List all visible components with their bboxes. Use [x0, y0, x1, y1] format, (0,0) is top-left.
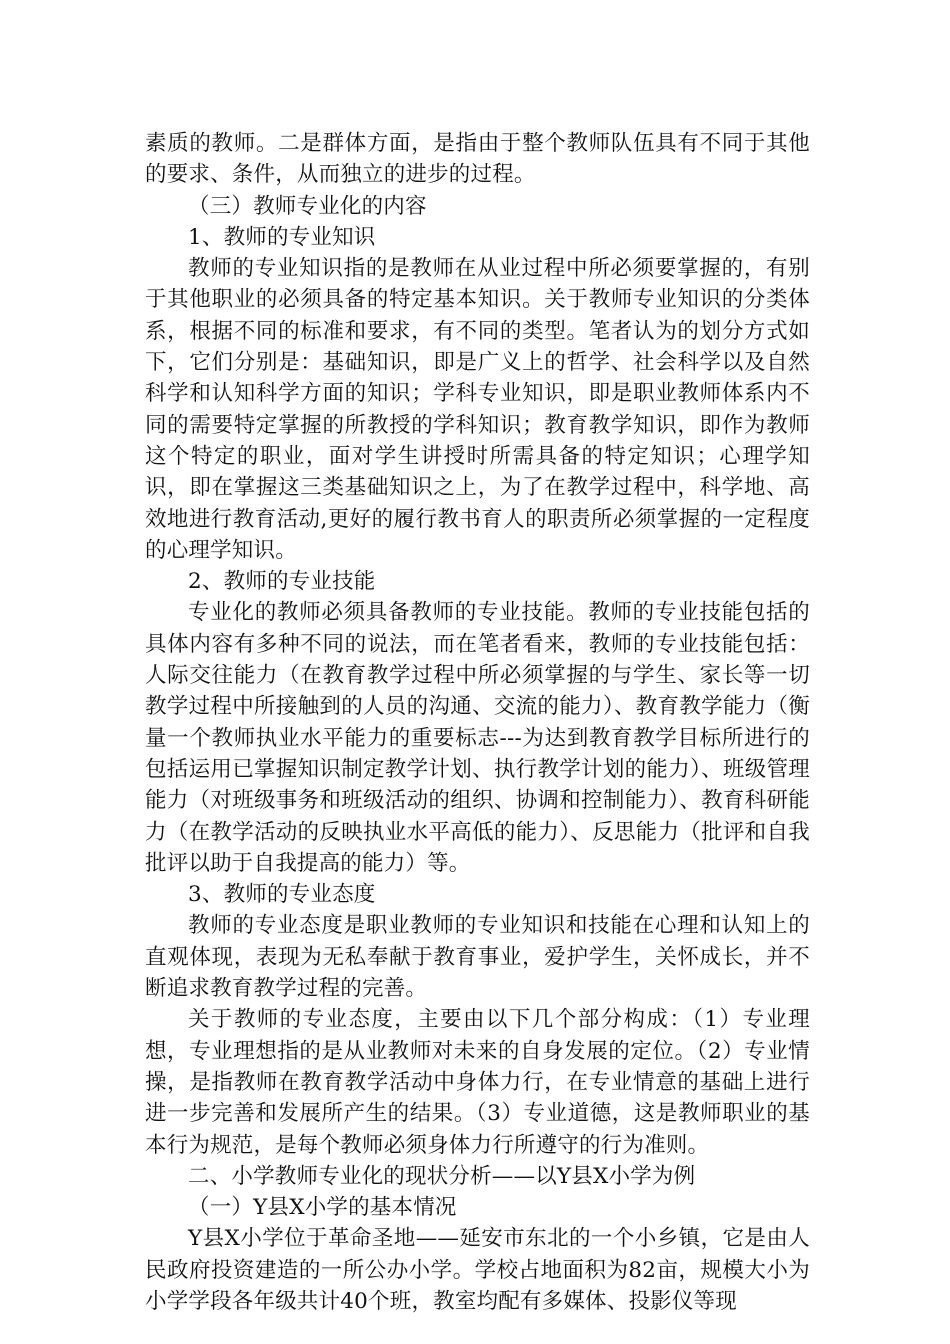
- section-heading-teacher-professionalization-content: （三）教师专业化的内容: [188, 193, 427, 219]
- paragraph-school-description: Y县X小学位于革命圣地——延安市东北的一个小乡镇，它是由人民政府投资建造的一所公办小学。学校占地面积为82亩，规模大小为小学学段各年级共计40个班，教室均配有多媒体、投影仪等现: [145, 1226, 810, 1314]
- section-heading-status-analysis: 二、小学教师专业化的现状分析——以Y县X小学为例: [188, 1163, 696, 1189]
- paragraph-professional-skills: 专业化的教师必须具备教师的专业技能。教师的专业技能包括的具体内容有多种不同的说法，而在笔者看来，教师的专业技能包括：人际交往能力（在教育教学过程中所必须掌握的与学生、家长等一切教学过程中所接触到的人员的沟通、交流的能力）、教育教学能力（衡量一个教师执业水平能力的重要标志---为达到教育教学目标所进行的包括运用已掌握知识制定教学计划、执行教学计划的能力）、班级管理能力（对班级事务和班级活动的组织、协调和控制能力）、教育科研能力（在教学活动的反映执业水平高低的能力）、反思能力（批评和自我批评以助于自我提高的能力）等。: [145, 600, 810, 876]
- document-body: [145, 128, 810, 1317]
- subheading-professional-attitude: 3、教师的专业态度: [188, 882, 376, 908]
- paragraph-attitude-components: 关于教师的专业态度，主要由以下几个部分构成：（1）专业理想，专业理想指的是从业教师对未来的自身发展的定位。（2）专业情操，是指教师在教育教学活动中身体力行，在专业情意的基础上进行进一步完善和发展所产生的结果。（3）专业道德，这是教师职业的基本行为规范，是每个教师必须身体力行所遵守的行为准则。: [145, 1007, 810, 1158]
- paragraph-professional-attitude: 教师的专业态度是职业教师的专业知识和技能在心理和认知上的直观体现，表现为无私奉献于教育事业，爱护学生，关怀成长，并不断追求教育教学过程的完善。: [145, 913, 810, 1002]
- subheading-school-basic-info: （一）Y县X小学的基本情况: [188, 1195, 457, 1221]
- subheading-professional-skills: 2、教师的专业技能: [188, 569, 376, 595]
- paragraph-professional-knowledge: 教师的专业知识指的是教师在从业过程中所必须要掌握的，有别于其他职业的必须具备的特定基本知识。关于教师专业知识的分类体系，根据不同的标准和要求，有不同的类型。笔者认为的划分方式如下，它们分别是：基础知识，即是广义上的哲学、社会科学以及自然科学和认知科学方面的知识；学科专业知识，即是职业教师体系内不同的需要特定掌握的所教授的学科知识；教育教学知识，即作为教师这个特定的职业，面对学生讲授时所需具备的特定知识；心理学知识，即在掌握这三类基础知识之上，为了在教学过程中，科学地、高效地进行教育活动,更好的履行教书育人的职责所必须掌握的一定程度的心理学知识。: [145, 256, 810, 563]
- subheading-professional-knowledge: 1、教师的专业知识: [188, 224, 376, 250]
- paragraph-continuation: 素质的教师。二是群体方面，是指由于整个教师队伍具有不同于其他的要求、条件，从而独立的进步的过程。: [145, 131, 810, 188]
